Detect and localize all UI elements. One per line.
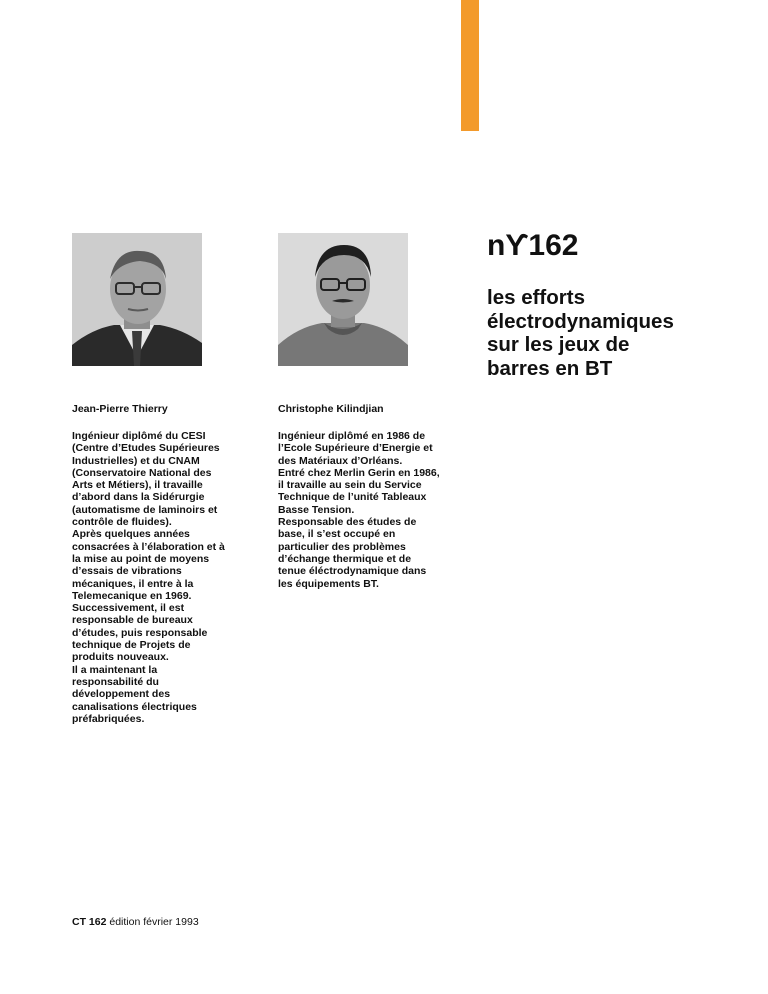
footer: [72, 916, 199, 928]
footer-code: CT 162: [72, 916, 107, 928]
bio-line: il travaille au sein du Service: [278, 479, 422, 492]
bio-line: Basse Tension.: [278, 503, 355, 516]
bio-line: Entré chez Merlin Gerin en 1986,: [278, 466, 440, 479]
bio-line: d’abord dans la Sidérurgie: [72, 491, 205, 504]
bio-line: (automatisme de laminoirs et: [72, 503, 218, 516]
bio-line: mécaniques, il entre à la: [72, 577, 194, 590]
bio-line: Industrielles) et du CNAM: [72, 454, 200, 467]
bio-line: contrôle de fluides).: [72, 516, 172, 529]
bio-line: Arts et Métiers), il travaille: [72, 479, 203, 492]
title-line: électrodynamiques: [487, 309, 674, 333]
bio-line: des Matériaux d’Orléans.: [278, 454, 403, 467]
bio-line: Il a maintenant la: [72, 663, 158, 676]
bio-line: (Conservatoire National des: [72, 466, 212, 479]
bio-line: d’études, puis responsable: [72, 626, 208, 639]
bio-line: base, il s’est occupé en: [278, 528, 396, 541]
bio-line: particulier des problèmes: [278, 540, 406, 553]
bio-line: développement des: [72, 688, 171, 701]
author-photo-jean-pierre-thierry: [72, 233, 202, 366]
bio-line: préfabriquées.: [72, 712, 145, 725]
bio-line: produits nouveaux.: [72, 651, 169, 664]
bio-line: Ingénieur diplômé du CESI: [72, 430, 206, 442]
author-name: Jean-Pierre Thierry: [72, 403, 168, 415]
author-bio: [278, 430, 463, 590]
author-photo-christophe-kilindjian: [278, 233, 408, 366]
bio-line: (Centre d’Etudes Supérieures: [72, 442, 220, 455]
bio-line: d’essais de vibrations: [72, 565, 182, 578]
document-title: [487, 286, 727, 380]
bio-line: tenue éléctrodynamique dans: [278, 565, 427, 578]
bio-line: d’échange thermique et de: [278, 552, 412, 565]
bio-line: l’Ecole Supérieure d’Energie et: [278, 442, 433, 455]
author-name: Christophe Kilindjian: [278, 403, 384, 415]
bio-line: les équipements BT.: [278, 577, 379, 590]
bio-line: responsabilité du: [72, 675, 159, 688]
title-line: sur les jeux de: [487, 333, 630, 356]
footer-edition: édition février 1993: [109, 916, 199, 928]
accent-bar: [461, 0, 479, 131]
bio-line: consacrées à l’élaboration et à: [72, 540, 225, 553]
bio-line: responsable de bureaux: [72, 614, 193, 627]
bio-line: canalisations électriques: [72, 700, 197, 713]
bio-line: Responsable des études de: [278, 516, 417, 529]
bio-line: Après quelques années: [72, 528, 190, 541]
document-number: nϒ162: [487, 229, 579, 262]
bio-line: Successivement, il est: [72, 602, 185, 615]
author-bio: [72, 430, 257, 725]
title-line: les efforts: [487, 286, 585, 309]
bio-line: technique de Projets de: [72, 639, 191, 652]
bio-line: Telemecanique en 1969.: [72, 589, 192, 602]
bio-line: la mise au point de moyens: [72, 552, 210, 565]
bio-line: Ingénieur diplômé en 1986 de: [278, 430, 426, 442]
title-line: barres en BT: [487, 356, 613, 380]
bio-line: Technique de l’unité Tableaux: [278, 491, 427, 504]
